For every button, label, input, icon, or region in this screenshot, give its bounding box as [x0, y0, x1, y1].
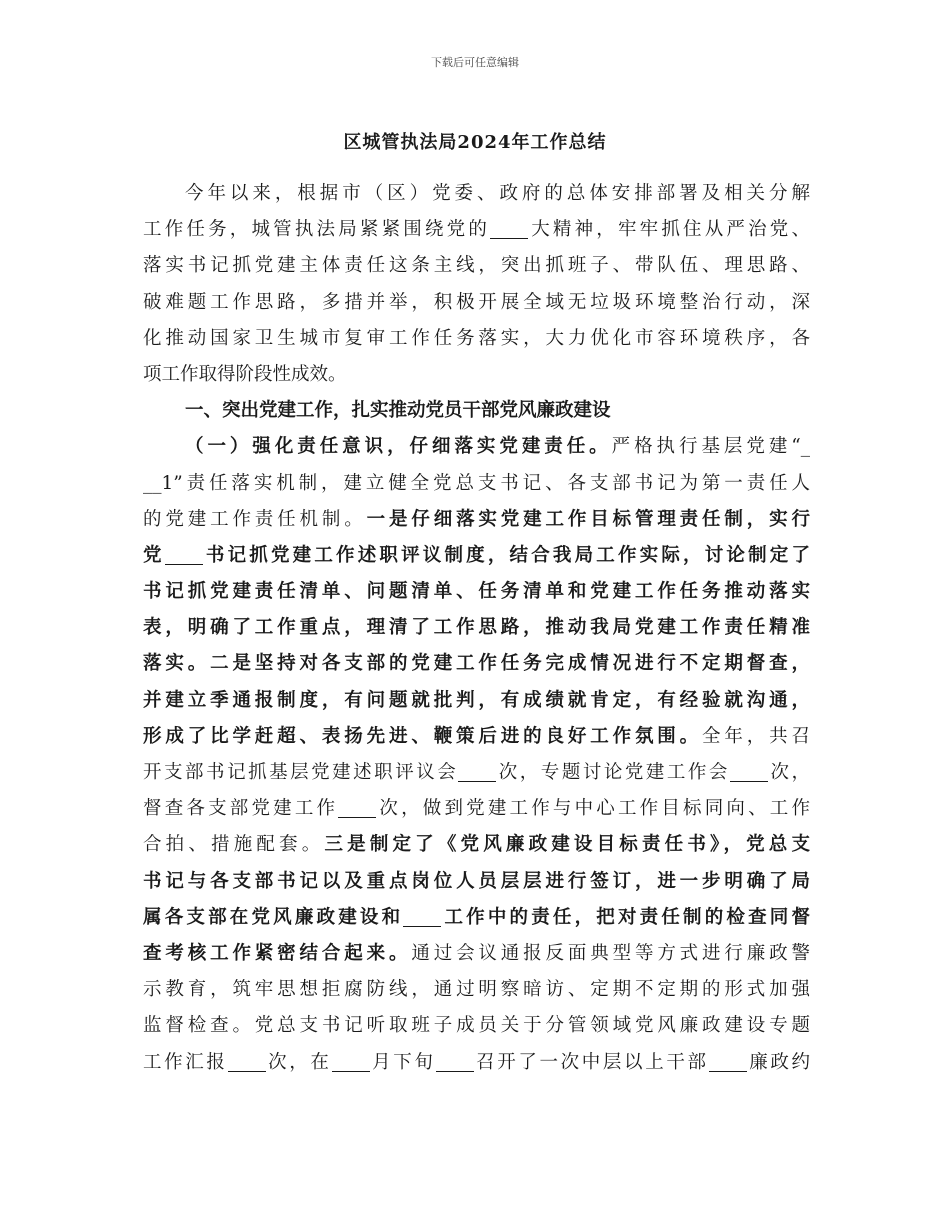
paragraph-line: 并建立季通报制度，有问题就批判，有成绩就肯定，有经验就沟通， [143, 689, 810, 711]
paragraph-line: 属各支部在党风廉政建设和 工作中的责任，把对责任制的检查同督 [143, 906, 810, 928]
subsection-heading: （一）强化责任意识，仔细落实党建责任。 [185, 436, 612, 458]
paragraph-line: 工作汇报 次，在 月下旬 召开了一次中层以上干部 廉政约 [143, 1051, 810, 1073]
section-heading: 一、突出党建工作，扎实推动党员干部党风廉政建设 [185, 400, 611, 422]
paragraph-line: 项工作取得阶段性成效。 [143, 363, 347, 385]
fill-blank [338, 798, 376, 818]
paragraph-line: 党 书记抓党建工作述职评议制度，结合我局工作实际，讨论制定了 [143, 544, 810, 566]
paragraph-line: 形成了比学赶超、表扬先进、鞭策后进的良好工作氛围。全年，共召 [143, 725, 810, 747]
paragraph-line: （一）强化责任意识，仔细落实党建责任。严格执行基层党建“_ [185, 436, 810, 458]
paragraph-line: 落实。二是坚持对各支部的党建工作任务完成情况进行不定期督查， [143, 653, 810, 675]
paragraph-line: 落实书记抓党建主体责任这条主线，突出抓班子、带队伍、理思路、 [143, 255, 810, 277]
paragraph-line: 工作任务，城管执法局紧紧围绕党的 大精神，牢牢抓住从严治党、 [143, 219, 810, 241]
page-header-note: 下载后可任意编辑 [431, 56, 519, 69]
paragraph-line: 书记与各支部书记以及重点岗位人员层层进行签订，进一步明确了局 [143, 870, 810, 892]
paragraph-line: 示教育，筑牢思想拒腐防线，通过明察暗访、定期不定期的形式加强 [143, 979, 810, 1001]
paragraph-line: 破难题工作思路，多措并举，积极开展全域无垃圾环境整治行动，深 [143, 291, 810, 313]
paragraph-line: 的党建工作责任机制。一是仔细落实党建工作目标管理责任制，实行 [143, 508, 810, 530]
paragraph-line: 督查各支部党建工作 次，做到党建工作与中心工作目标同向、工作 [143, 798, 810, 820]
paragraph-line: 书记抓党建责任清单、问题清单、任务清单和党建工作任务推动落实 [143, 581, 810, 603]
document-body [143, 176, 810, 1081]
fill-blank [165, 544, 203, 564]
paragraph-line: 合拍、措施配套。三是制定了《党风廉政建设目标责任书》，党总支 [143, 834, 810, 856]
paragraph-line: 监督检查。党总支书记听取班子成员关于分管领域党风廉政建设专题 [143, 1015, 810, 1037]
fill-blank [709, 1051, 747, 1071]
fill-blank [436, 1051, 474, 1071]
paragraph-line: 查考核工作紧密结合起来。通过会议通报反面典型等方式进行廉政警 [143, 942, 810, 964]
paragraph-line: 今年以来，根据市（区）党委、政府的总体安排部署及相关分解 [185, 183, 810, 204]
fill-blank [458, 762, 496, 782]
fill-blank [332, 1051, 370, 1071]
paragraph-line: 化推动国家卫生城市复审工作任务落实，大力优化市容环境秩序，各 [143, 327, 810, 349]
fill-blank [228, 1051, 266, 1071]
paragraph-line: __1”责任落实机制，建立健全党总支书记、各支部书记为第一责任人 [143, 472, 810, 494]
fill-blank [403, 906, 441, 926]
paragraph-line: 开支部书记抓基层党建述职评议会 次，专题讨论党建工作会 次， [143, 762, 810, 783]
fill-blank [730, 762, 768, 782]
document-title: 区城管执法局2024年工作总结 [343, 132, 607, 153]
paragraph-line: 表，明确了工作重点，理清了工作思路，推动我局党建工作责任精准 [143, 617, 810, 639]
fill-blank [490, 219, 528, 239]
